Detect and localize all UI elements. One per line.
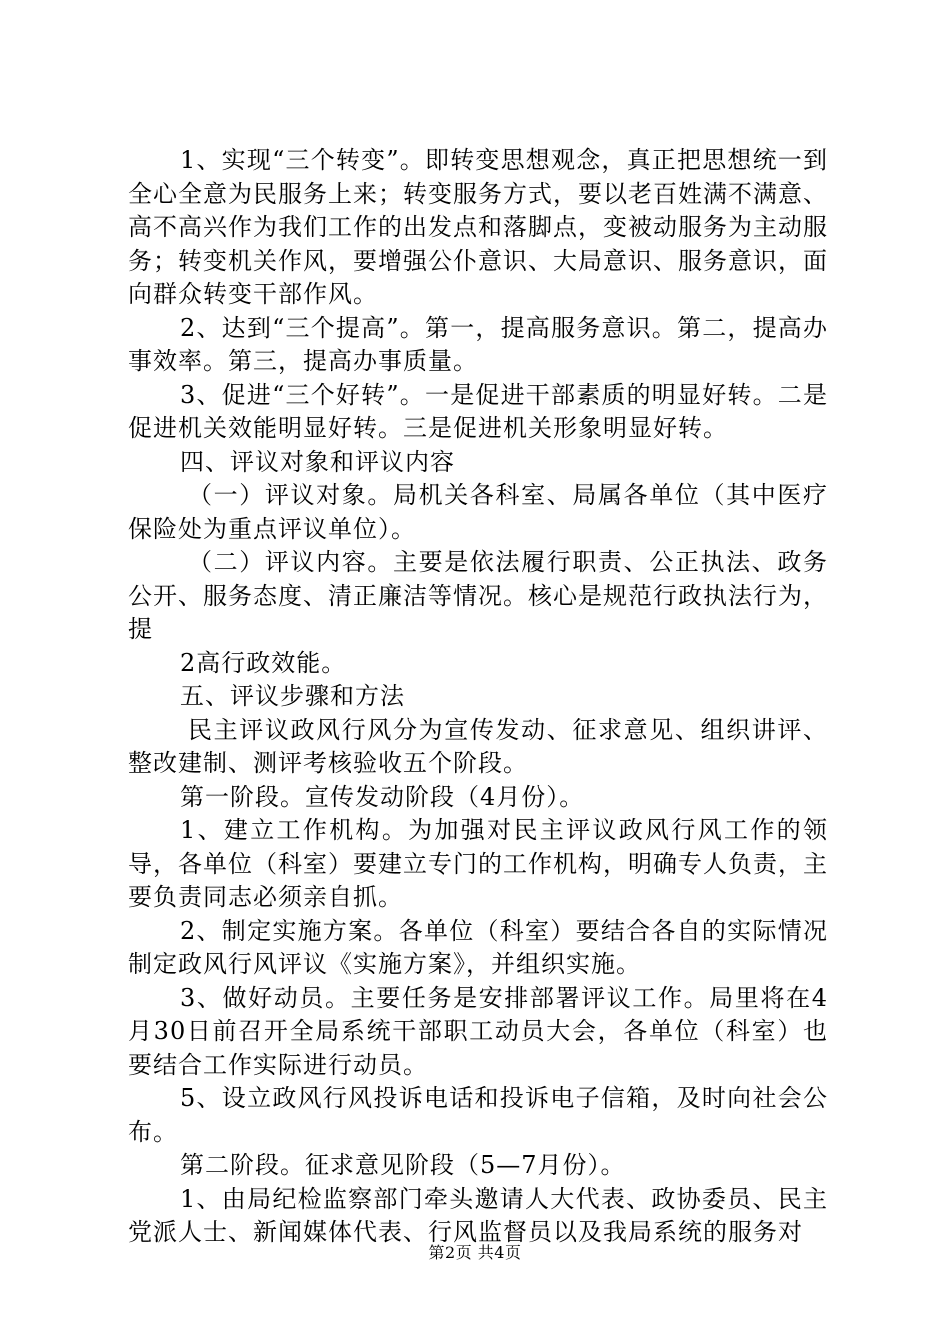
paragraph-review-targets: （一）评议对象。局机关各科室、局属各单位（其中医疗保险处为重点评议单位）。 — [128, 481, 828, 543]
paragraph-complaint-hotline: 5、设立政风行风投诉电话和投诉电子信箱，及时向社会公布。 — [128, 1084, 828, 1146]
section-heading-5: 五、评议步骤和方法 — [180, 682, 405, 710]
paragraph-efficiency-continued: 2高行政效能。 — [180, 648, 347, 677]
page-footer: 第2页 共4页 — [428, 1243, 522, 1262]
paragraph-three-transformations: 1、实现“三个转变”。即转变思想观念，真正把思想统一到全心全意为民服务上来；转变服务方式，要以老百姓满不满意、高不高兴作为我们工作的出发点和落脚点，变被动服务为主动服务；转变机关作风，要增强公仆意识、大局意识、服务意识，面向群众转变干部作风。 — [128, 146, 828, 308]
paragraph-implementation-plan: 2、制定实施方案。各单位（科室）要结合各自的实际情况制定政风行风评议《实施方案》，并组织实施。 — [128, 916, 828, 978]
section-heading-4: 四、评议对象和评议内容 — [180, 447, 455, 476]
paragraph-review-content: （二）评议内容。主要是依法履行职责、公正执法、政务公开、服务态度、清正廉洁等情况。核心是规范行政执法行为，提 — [128, 548, 828, 643]
stage-1-heading: 第一阶段。宣传发动阶段（4月份）。 — [180, 782, 585, 811]
paragraph-work-organization: 1、建立工作机构。为加强对民主评议政风行风工作的领导，各单位（科室）要建立专门的工作机构，明确专人负责，主要负责同志必须亲自抓。 — [128, 816, 828, 911]
document-body — [128, 144, 828, 1250]
paragraph-three-turnarounds: 3、促进“三个好转”。一是促进干部素质的明显好转。二是促进机关效能明显好转。三是促进机关形象明显好转。 — [128, 380, 828, 442]
stage-2-heading: 第二阶段。征求意见阶段（5—7月份）。 — [180, 1151, 626, 1179]
paragraph-invite-representatives: 1、由局纪检监察部门牵头邀请人大代表、政协委员、民主党派人士、新闻媒体代表、行风监督员以及我局系统的服务对 — [128, 1184, 828, 1246]
paragraph-mobilization: 3、做好动员。主要任务是安排部署评议工作。局里将在4月30日前召开全局系统干部职工动员大会，各单位（科室）也要结合工作实际进行动员。 — [128, 983, 828, 1079]
paragraph-three-improvements: 2、达到“三个提高”。第一，提高服务意识。第二，提高办事效率。第三，提高办事质量。 — [128, 313, 828, 375]
paragraph-five-stages: 民主评议政风行风分为宣传发动、征求意见、组织讲评、整改建制、测评考核验收五个阶段。 — [128, 715, 828, 777]
